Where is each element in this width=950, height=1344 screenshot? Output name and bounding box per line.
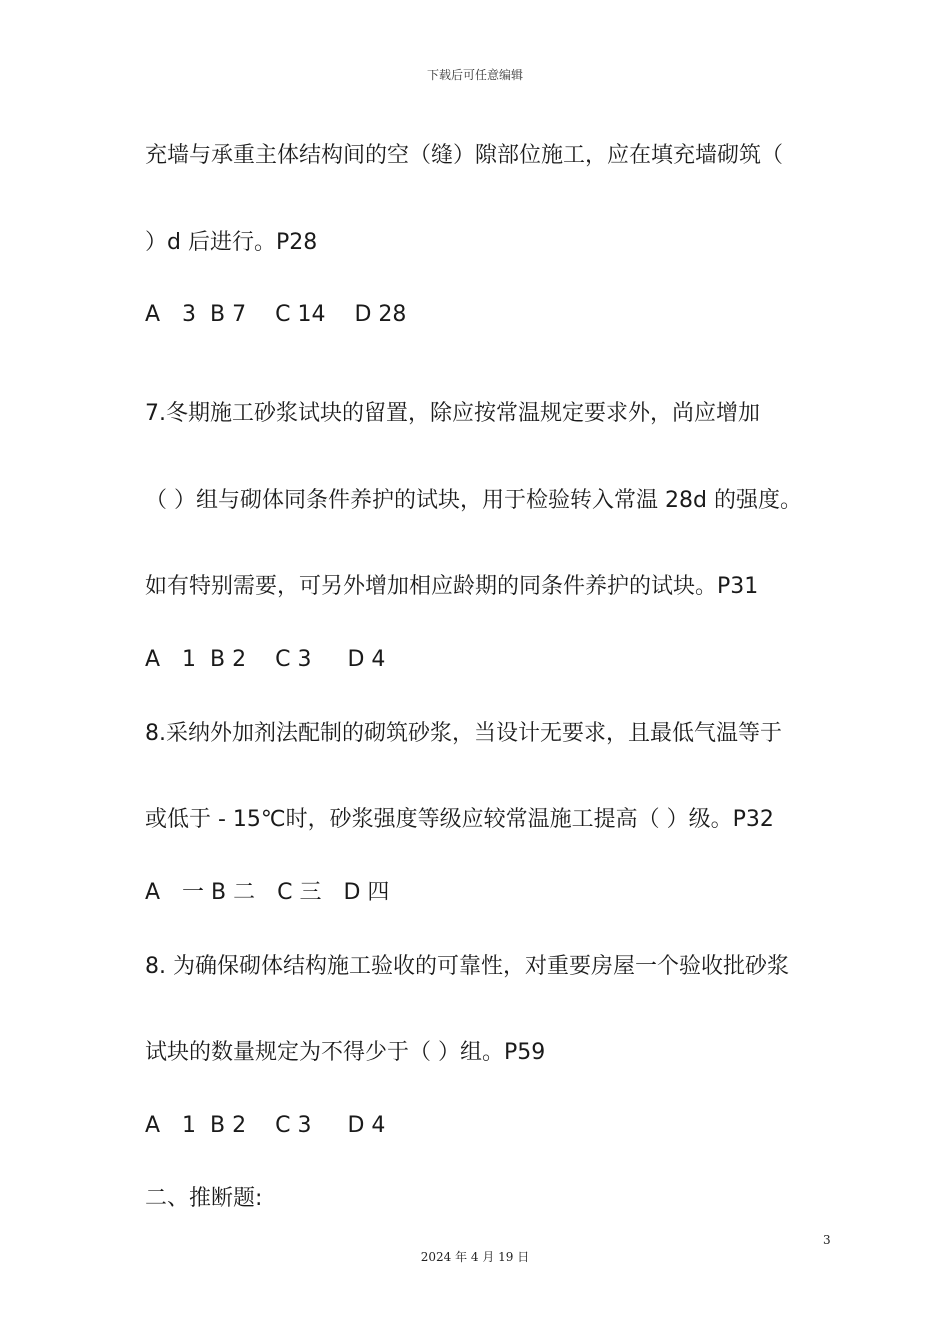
question-text-line: 如有特别需要，可另外增加相应龄期的同条件养护的试块。P31 — [145, 574, 759, 599]
question-text-line: （ ）组与砌体同条件养护的试块，用于检验转入常温 28d 的强度。 — [145, 488, 802, 513]
footer-date: 2024 年 4 月 19 日 — [420, 1250, 530, 1264]
question-text-line: ）d 后进行。P28 — [145, 230, 318, 255]
section-heading: 二、推断题: — [145, 1186, 263, 1211]
answer-options: A 1 B 2 C 3 D 4 — [145, 1113, 386, 1138]
page-header: 下载后可任意编辑 — [426, 68, 523, 82]
answer-options: A 1 B 2 C 3 D 4 — [145, 647, 386, 672]
question-text-line: 8.采纳外加剂法配制的砌筑砂浆，当设计无要求，且最低气温等于 — [145, 721, 782, 746]
question-text-line: 8. 为确保砌体结构施工验收的可靠性，对重要房屋一个验收批砂浆 — [145, 954, 789, 979]
question-text-line: 7.冬期施工砂浆试块的留置，除应按常温规定要求外，尚应增加 — [145, 401, 760, 426]
answer-options: A 一 B 二 C 三 D 四 — [145, 880, 390, 905]
page-number: 3 — [823, 1233, 831, 1247]
answer-options: A 3 B 7 C 14 D 28 — [145, 302, 407, 327]
question-text-line: 充墙与承重主体结构间的空（缝）隙部位施工，应在填充墙砌筑（ — [145, 143, 784, 168]
question-text-line: 或低于 - 15℃时，砂浆强度等级应较常温施工提高（ ）级。P32 — [145, 807, 774, 832]
question-text-line: 试块的数量规定为不得少于（ ）组。P59 — [145, 1040, 546, 1065]
